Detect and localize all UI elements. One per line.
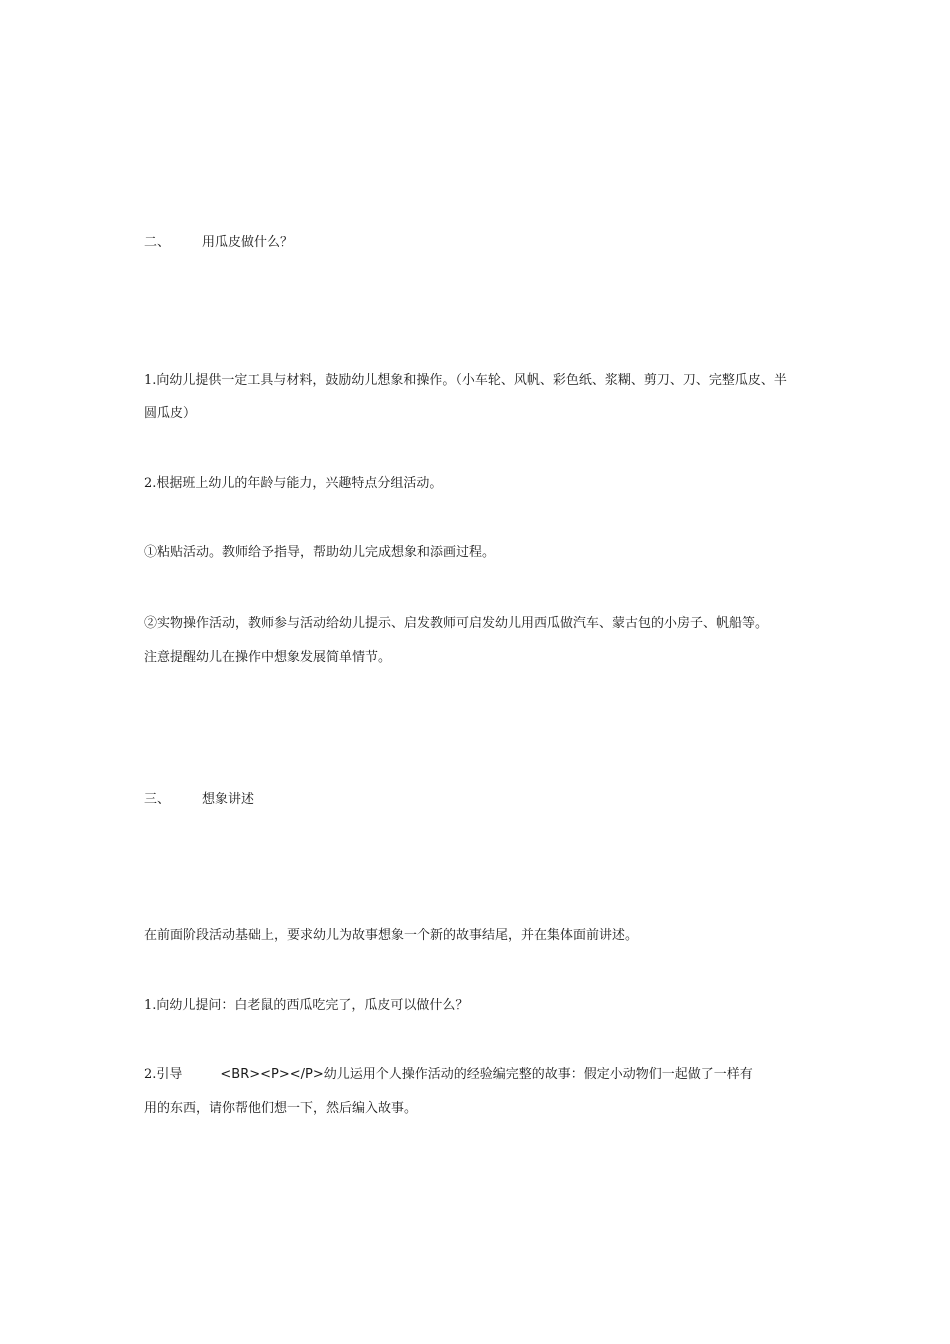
section3-title: 想象讲述 xyxy=(202,792,255,807)
section3-number: 三、 xyxy=(144,792,171,807)
section2-sub2-line1: ②实物操作活动，教师参与活动给幼儿提示、启发教师可启发幼儿用西瓜做汽车、蒙古包的小房子、帆船等。 xyxy=(144,616,769,631)
section3-item2-prefix: 2.引导 xyxy=(144,1067,183,1082)
section2-number: 二、 xyxy=(144,235,171,250)
section2-title: 用瓜皮做什么？ xyxy=(202,235,294,250)
section3-item2-code: <BR><P></P> xyxy=(220,1067,324,1082)
section3-item2-rest: 幼儿运用个人操作活动的经验编完整的故事：假定小动物们一起做了一样有 xyxy=(323,1067,753,1082)
section2-sub2-line2: 注意提醒幼儿在操作中想象发展简单情节。 xyxy=(144,650,392,665)
section2-item1-line2: 圆瓜皮） xyxy=(144,406,197,421)
section3-intro: 在前面阶段活动基础上，要求幼儿为故事想象一个新的故事结尾，并在集体面前讲述。 xyxy=(144,928,639,943)
section3-item1: 1.向幼儿提问：白老鼠的西瓜吃完了，瓜皮可以做什么？ xyxy=(144,998,469,1013)
section2-sub1: ①粘贴活动。教师给予指导，帮助幼儿完成想象和添画过程。 xyxy=(144,545,496,560)
section3-item2-line1 xyxy=(144,1065,753,1085)
section2-item1-line1: 1.向幼儿提供一定工具与材料，鼓励幼儿想象和操作。（小车轮、风帆、彩色纸、浆糊、剪刀、刀、完整瓜皮、半 xyxy=(144,373,787,388)
section2-item2: 2.根据班上幼儿的年龄与能力，兴趣特点分组活动。 xyxy=(144,476,443,491)
section3-item2-line2: 用的东西，请你帮他们想一下，然后编入故事。 xyxy=(144,1101,418,1116)
